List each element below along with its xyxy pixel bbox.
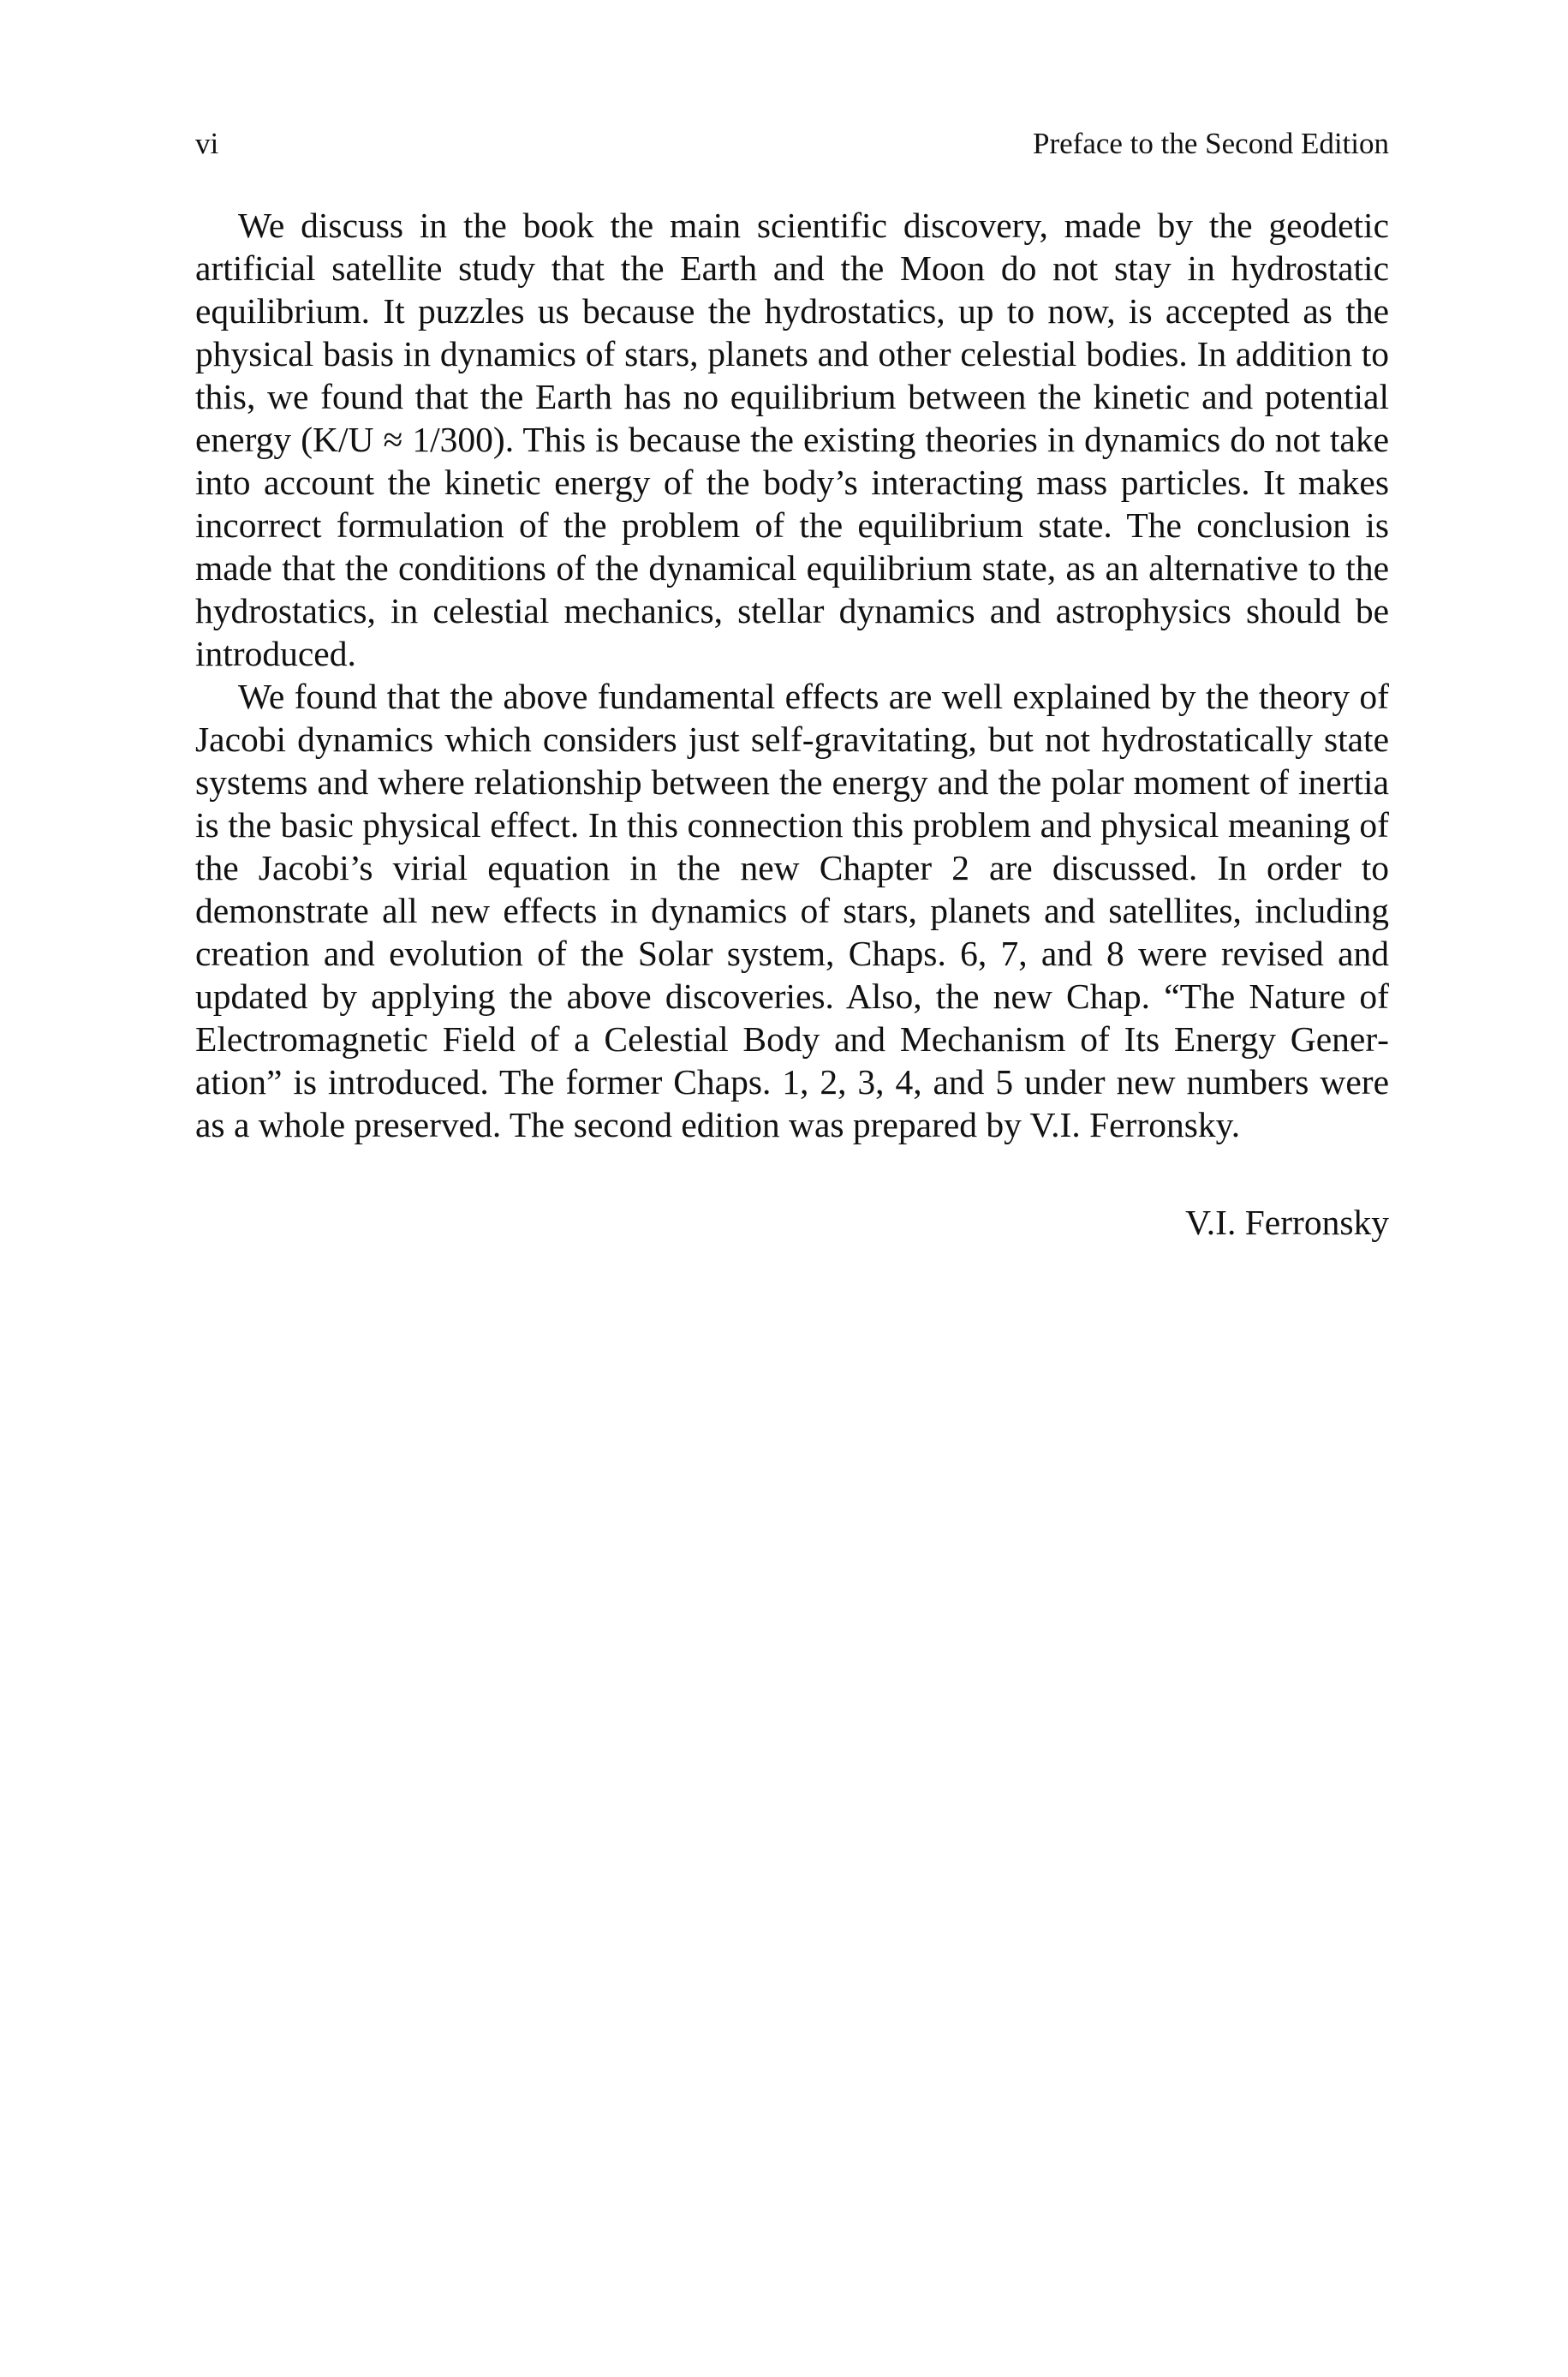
paragraph-1: We discuss in the book the main scientific discovery, made by the geodetic artificial satellite study that the Earth and the Moon do not stay in hydrostatic equilibrium. It puzzles us because the hydrostatics, up to now, is accepted as the physical basis in dynamics of stars, planets and other celestial bodies. In addition to this, we found that the Earth has no equilibrium between the kinetic and potential energy (K/U ≈ 1/300). This is because the existing theories in dynamics do not take into account the kinetic energy of the body’s interacting mass particles. It makes incorrect formulation of the problem of the equilibrium state. The conclusion is made that the conditions of the dynamical equilibrium state, as an alternative to the hydrostatics, in celestial mechanics, stellar dynamics and astrophysics should be introduced. [195, 206, 1389, 673]
running-title: Preface to the Second Edition [1033, 127, 1389, 160]
preface-body [195, 204, 1389, 1146]
page-number: vi [195, 127, 219, 160]
running-head [195, 125, 1389, 163]
author-signature: V.I. Ferronsky [1185, 1203, 1389, 1242]
paragraph-2: We found that the above fundamental effects are well explained by the theory of Jacobi dynamics which considers just self-gravitating, but not hydrostatically state systems and where relationship between the energy and the polar moment of inertia is the basic physical effect. In this connection this problem and physical meaning of the Jacobi’s virial equation in the new Chapter 2 are discussed. In order to demonstrate all new effects in dynamics of stars, planets and satellites, including creation and evolution of the Solar system, Chaps. 6, 7, and 8 were revised and updated by applying the above discoveries. Also, the new Chap. “The Nature of Electromagnetic Field of a Celestial Body and Mechanism of Its Energy Generation” is introduced. The former Chaps. 1, 2, 3, 4, and 5 under new numbers were as a whole preserved. The second edition was prepared by V.I. Ferronsky. [195, 677, 1389, 1144]
